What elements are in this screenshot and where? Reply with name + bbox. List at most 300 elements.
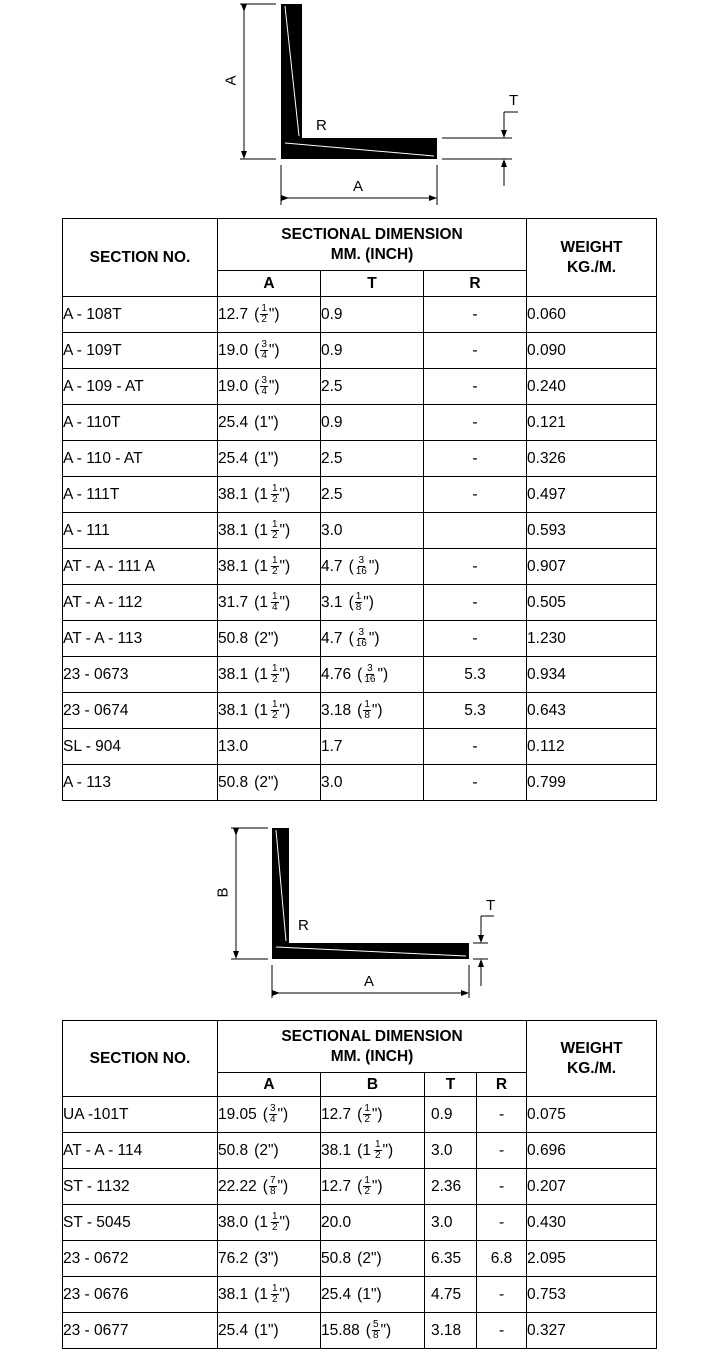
cell-a-inch: (2") <box>254 1141 279 1159</box>
cell-section: 23 - 0672 <box>63 1241 218 1277</box>
table-row <box>63 405 657 441</box>
cell-weight: 0.934 <box>527 657 657 693</box>
cell-b-inch: ( $\frac{1}{2}$ ") <box>357 1175 383 1197</box>
cell-a-inch-numerator: 1 <box>271 1283 278 1294</box>
cell-weight: 2.095 <box>527 1241 657 1277</box>
cell-t-inch-denominator: 16 <box>355 638 367 649</box>
header-dimension-line1-2: SECTIONAL DIMENSION <box>281 1027 463 1045</box>
cell-t-mm: 1.7 <box>321 737 343 755</box>
cell-t-mm: 0.9 <box>321 305 343 323</box>
cell-a-inch-numerator: 1 <box>271 591 278 602</box>
cell-weight: 0.090 <box>527 333 657 369</box>
cell-a <box>218 1313 321 1349</box>
cell-a-inch-fraction <box>260 340 268 361</box>
header-col-t-2: T <box>425 1073 477 1097</box>
cell-weight: 0.112 <box>527 729 657 765</box>
cell-t <box>321 693 424 729</box>
cell-a-mm: 50.8 <box>218 629 249 647</box>
cell-a <box>218 693 321 729</box>
cell-weight: 0.240 <box>527 369 657 405</box>
table-row <box>63 549 657 585</box>
cell-b <box>321 1277 425 1313</box>
table-row <box>63 693 657 729</box>
table-row <box>63 1277 657 1313</box>
cell-a-inch: (1 $\frac{1}{2}$ ") <box>254 519 291 541</box>
cell-weight: 0.060 <box>527 297 657 333</box>
cell-section: 23 - 0676 <box>63 1277 218 1313</box>
cell-b-mm: 12.7 <box>321 1177 352 1195</box>
cell-r: - <box>477 1097 527 1133</box>
cell-a-inch-denominator: 2 <box>271 530 278 541</box>
cell-a-mm: 31.7 <box>218 593 249 611</box>
cell-a-inch-whole: 1 <box>259 557 268 575</box>
cell-r: - <box>477 1169 527 1205</box>
cell-a-inch: ( $\frac{3}{4}$ ") <box>254 339 280 361</box>
cell-a-mm: 38.1 <box>218 1285 249 1303</box>
cell-r: - <box>424 549 527 585</box>
cell-section: 23 - 0674 <box>63 693 218 729</box>
radius-label-2: R <box>298 917 309 934</box>
cell-a-inch: (1 $\frac{1}{2}$ ") <box>254 483 291 505</box>
cell-a-inch-whole: 1 <box>259 1321 268 1339</box>
cell-section: SL - 904 <box>63 729 218 765</box>
cell-weight: 0.799 <box>527 765 657 801</box>
cell-t <box>321 585 424 621</box>
cell-a-inch-numerator: 1 <box>271 1211 278 1222</box>
cell-t-inch-denominator: 16 <box>355 566 367 577</box>
cell-a-inch-numerator: 7 <box>269 1175 276 1186</box>
cell-a-inch-numerator: 3 <box>261 339 267 350</box>
cell-b-mm: 38.1 <box>321 1141 352 1159</box>
cell-b-mm: 12.7 <box>321 1105 352 1123</box>
cell-a-inch: (1") <box>254 449 279 467</box>
cell-a-mm: 38.1 <box>218 485 249 503</box>
cell-t-mm: 3.0 <box>321 773 343 791</box>
cell-r: - <box>424 621 527 657</box>
cell-b-inch: ( $\frac{1}{2}$ ") <box>357 1103 383 1125</box>
table-row <box>63 621 657 657</box>
cell-a-mm: 25.4 <box>218 1321 249 1339</box>
cell-a <box>218 369 321 405</box>
cell-r: - <box>424 729 527 765</box>
cell-a-inch: (3") <box>254 1249 279 1267</box>
cell-section: A - 110T <box>63 405 218 441</box>
cell-b-inch: ( $\frac{5}{8}$ ") <box>365 1319 392 1341</box>
cell-a-inch-denominator: 2 <box>271 1294 278 1305</box>
cell-a-inch-fraction <box>271 1212 279 1233</box>
cell-a <box>218 405 321 441</box>
cell-a-inch: (1 $\frac{1}{2}$ ") <box>254 555 291 577</box>
table-row <box>63 1241 657 1277</box>
cell-a-mm: 76.2 <box>218 1249 249 1267</box>
cell-b-inch-fraction <box>372 1320 380 1341</box>
cell-a-inch-denominator: 4 <box>261 350 267 361</box>
radius-label: R <box>316 117 327 134</box>
cell-b-inch: (1") <box>357 1285 382 1303</box>
table-row <box>63 1097 657 1133</box>
header-section-no-2: SECTION NO. <box>63 1021 218 1097</box>
table-row <box>63 1205 657 1241</box>
cell-a-mm: 19.05 <box>218 1105 257 1123</box>
cell-a-mm: 50.8 <box>218 1141 249 1159</box>
cell-b <box>321 1133 425 1169</box>
cell-b-mm: 25.4 <box>321 1285 352 1303</box>
cell-a-mm: 38.1 <box>218 557 249 575</box>
cell-t-inch: ( $\frac{1}{8}$ ") <box>348 591 374 613</box>
cell-b-inch-numerator: 5 <box>372 1319 379 1330</box>
cell-a-mm: 22.22 <box>218 1177 257 1195</box>
cell-t-inch-numerator: 3 <box>367 663 373 674</box>
cell-section: 23 - 0677 <box>63 1313 218 1349</box>
cell-a-inch-whole: 1 <box>259 593 268 611</box>
cell-section: AT - A - 114 <box>63 1133 218 1169</box>
cell-b-inch-fraction <box>374 1140 382 1161</box>
cell-r: - <box>424 369 527 405</box>
cell-weight: 0.430 <box>527 1205 657 1241</box>
cell-t: 2.36 <box>425 1169 477 1205</box>
header-sectional-dimension <box>218 219 527 271</box>
cell-t-mm: 3.0 <box>321 521 343 539</box>
cell-t-inch-fraction <box>355 628 368 649</box>
dimension-label-a-vertical: A <box>222 75 240 86</box>
cell-t: 3.18 <box>425 1313 477 1349</box>
cell-a-inch-denominator: 2 <box>271 674 278 685</box>
cell-b <box>321 1205 425 1241</box>
cell-a-inch-whole: 1 <box>259 1285 268 1303</box>
unequal-angle-profile-shape <box>272 828 469 959</box>
unequal-angle-table-body <box>63 1097 657 1349</box>
cell-r: - <box>424 441 527 477</box>
cell-a-mm: 38.1 <box>218 701 249 719</box>
cell-a-inch: (1 $\frac{1}{2}$ ") <box>254 1283 291 1305</box>
cell-t-mm: 0.9 <box>321 413 343 431</box>
cell-a-inch-fraction <box>269 1176 277 1197</box>
cell-t-inch-fraction <box>363 700 371 721</box>
cell-a-inch: (1") <box>254 1321 279 1339</box>
cell-r: 6.8 <box>477 1241 527 1277</box>
cell-a-inch-fraction <box>271 592 279 613</box>
header-col-r: R <box>424 271 527 297</box>
cell-b-inch-fraction <box>363 1176 371 1197</box>
cell-weight: 0.505 <box>527 585 657 621</box>
cell-a-inch-fraction <box>260 304 268 325</box>
cell-b-inch-numerator: 1 <box>364 1103 370 1114</box>
cell-a <box>218 657 321 693</box>
cell-b-mm: 20.0 <box>321 1213 352 1231</box>
cell-a-mm: 50.8 <box>218 773 249 791</box>
cell-t-mm: 3.1 <box>321 593 343 611</box>
equal-angle-table-body <box>63 297 657 801</box>
cell-section: AT - A - 112 <box>63 585 218 621</box>
table-row <box>63 765 657 801</box>
cell-t-mm: 2.5 <box>321 449 343 467</box>
cell-section: A - 111T <box>63 477 218 513</box>
cell-a <box>218 441 321 477</box>
cell-t-inch: ( $\frac{1}{8}$ ") <box>357 699 383 721</box>
cell-b <box>321 1313 425 1349</box>
cell-t: 3.0 <box>425 1133 477 1169</box>
header-weight <box>527 219 657 297</box>
header-col-r-2: R <box>477 1073 527 1097</box>
cell-b-mm: 50.8 <box>321 1249 352 1267</box>
cell-b <box>321 1169 425 1205</box>
cell-b-inch-whole: 1 <box>362 1285 371 1303</box>
cell-t-mm: 4.76 <box>321 665 352 683</box>
cell-a-inch-denominator: 4 <box>269 1114 276 1125</box>
cell-weight: 0.327 <box>527 1313 657 1349</box>
cell-a-inch: ( $\frac{3}{4}$ ") <box>254 375 280 397</box>
cell-a <box>218 1169 321 1205</box>
header-weight-line2: KG./M. <box>566 258 617 276</box>
cell-r: - <box>477 1277 527 1313</box>
cell-t-mm: 0.9 <box>321 341 343 359</box>
cell-a <box>218 1277 321 1313</box>
cell-a-inch-numerator: 1 <box>271 663 278 674</box>
cell-a <box>218 1097 321 1133</box>
cell-b-inch-whole: 2 <box>362 1249 371 1267</box>
cell-a-inch-numerator: 1 <box>261 303 267 314</box>
cell-a-inch: (1") <box>254 413 279 431</box>
cell-a-inch-fraction <box>271 520 279 541</box>
cell-b <box>321 1241 425 1277</box>
cell-r: - <box>424 405 527 441</box>
cell-a-inch-fraction <box>271 1284 279 1305</box>
cell-r <box>424 513 527 549</box>
cell-section: AT - A - 111 A <box>63 549 218 585</box>
table-row <box>63 1313 657 1349</box>
table-row <box>63 333 657 369</box>
cell-t-inch-numerator: 3 <box>358 555 365 566</box>
cell-a-inch-fraction <box>271 556 279 577</box>
cell-t <box>321 765 424 801</box>
cell-t-inch-denominator: 8 <box>355 602 362 613</box>
cell-section: A - 110 - AT <box>63 441 218 477</box>
cell-a-inch-whole: 1 <box>259 1213 268 1231</box>
cell-b-inch-denominator: 2 <box>364 1186 370 1197</box>
cell-t-inch: ( $\frac{3}{16}$ ") <box>357 663 389 685</box>
dimension-label-a-horizontal-2: A <box>364 973 375 990</box>
cell-a <box>218 513 321 549</box>
cell-t <box>321 621 424 657</box>
table-row <box>63 441 657 477</box>
cell-t <box>321 549 424 585</box>
unequal-angle-table <box>62 1020 657 1349</box>
cell-a-mm: 12.7 <box>218 305 249 323</box>
cell-a-mm: 19.0 <box>218 341 249 359</box>
cell-a <box>218 549 321 585</box>
cell-a-inch-numerator: 1 <box>271 699 278 710</box>
cell-a-inch-whole: 2 <box>259 773 268 791</box>
table-row <box>63 369 657 405</box>
cell-section: A - 108T <box>63 297 218 333</box>
cell-r: - <box>477 1205 527 1241</box>
cell-a-inch-denominator: 4 <box>261 386 267 397</box>
header-col-a: A <box>218 271 321 297</box>
cell-weight: 0.696 <box>527 1133 657 1169</box>
cell-a <box>218 1241 321 1277</box>
cell-section: A - 113 <box>63 765 218 801</box>
cell-a-inch-denominator: 2 <box>271 494 278 505</box>
cell-a-inch: (1 $\frac{1}{2}$ ") <box>254 663 291 685</box>
header-section-no: SECTION NO. <box>63 219 218 297</box>
cell-t <box>321 441 424 477</box>
cell-b-inch-denominator: 8 <box>372 1330 379 1341</box>
cell-r: - <box>424 333 527 369</box>
cell-a-inch-numerator: 3 <box>261 375 267 386</box>
cell-a-mm: 25.4 <box>218 413 249 431</box>
cell-r: - <box>424 477 527 513</box>
cell-a <box>218 297 321 333</box>
cell-section: A - 109 - AT <box>63 369 218 405</box>
cell-a-inch-whole: 1 <box>259 413 268 431</box>
cell-section: A - 111 <box>63 513 218 549</box>
cell-t <box>321 513 424 549</box>
header-col-b-2: B <box>321 1073 425 1097</box>
cell-a-inch-fraction <box>271 484 279 505</box>
header-dimension-line2: MM. (INCH) <box>330 245 414 263</box>
cell-t <box>321 405 424 441</box>
cell-a-inch: (2") <box>254 773 279 791</box>
cell-section: 23 - 0673 <box>63 657 218 693</box>
table-row <box>63 1133 657 1169</box>
cell-t: 0.9 <box>425 1097 477 1133</box>
cell-t <box>321 297 424 333</box>
cell-a-inch-denominator: 4 <box>271 602 278 613</box>
table-row <box>63 297 657 333</box>
cell-r: 5.3 <box>424 657 527 693</box>
cell-r: - <box>477 1313 527 1349</box>
cell-a-inch: ( $\frac{7}{8}$ ") <box>262 1175 289 1197</box>
dimension-label-a-horizontal: A <box>353 178 364 195</box>
table-row <box>63 513 657 549</box>
cell-r: - <box>424 765 527 801</box>
cell-b-inch-denominator: 2 <box>374 1150 381 1161</box>
cell-t-inch-numerator: 1 <box>364 699 370 710</box>
cell-a-inch-whole: 3 <box>259 1249 268 1267</box>
cell-a-inch-whole: 1 <box>259 449 268 467</box>
cell-a-inch-denominator: 2 <box>271 1222 278 1233</box>
cell-t <box>321 333 424 369</box>
cell-weight: 1.230 <box>527 621 657 657</box>
cell-t: 4.75 <box>425 1277 477 1313</box>
cell-t-mm: 3.18 <box>321 701 352 719</box>
cell-a-inch-whole: 1 <box>259 665 268 683</box>
cell-a-inch-whole: 2 <box>259 1141 268 1159</box>
table-row <box>63 729 657 765</box>
cell-a-inch-denominator: 2 <box>261 314 267 325</box>
cell-weight: 0.753 <box>527 1277 657 1313</box>
cell-t-inch-fraction <box>363 664 376 685</box>
cell-section: ST - 5045 <box>63 1205 218 1241</box>
header-col-t: T <box>321 271 424 297</box>
cell-weight: 0.075 <box>527 1097 657 1133</box>
cell-a-inch: (1 $\frac{1}{4}$ ") <box>254 591 291 613</box>
cell-a <box>218 585 321 621</box>
table-row <box>63 477 657 513</box>
equal-angle-table <box>62 218 657 801</box>
cell-r: - <box>424 297 527 333</box>
cell-a-mm: 25.4 <box>218 449 249 467</box>
cell-a-inch-denominator: 8 <box>269 1186 276 1197</box>
header-weight-line1: WEIGHT <box>560 238 623 256</box>
cell-b-inch-whole: 1 <box>362 1141 371 1159</box>
cell-a <box>218 765 321 801</box>
cell-a-inch-whole: 1 <box>259 701 268 719</box>
cell-a-mm: 38.0 <box>218 1213 249 1231</box>
cell-a-inch-denominator: 2 <box>271 710 278 721</box>
cell-a-inch: (2") <box>254 629 279 647</box>
cell-t-inch-fraction <box>355 592 363 613</box>
cell-a <box>218 621 321 657</box>
cell-t-inch-numerator: 3 <box>358 627 365 638</box>
cell-t-mm: 4.7 <box>321 557 343 575</box>
cell-a-inch-numerator: 1 <box>271 555 278 566</box>
cell-section: ST - 1132 <box>63 1169 218 1205</box>
cell-b-inch: (1 $\frac{1}{2}$ ") <box>357 1139 394 1161</box>
thickness-label: T <box>509 92 519 109</box>
cell-weight: 0.497 <box>527 477 657 513</box>
cell-b-inch-numerator: 1 <box>374 1139 381 1150</box>
angle-profile-shape <box>281 4 437 159</box>
table-row <box>63 1169 657 1205</box>
cell-t <box>321 729 424 765</box>
cell-r: - <box>477 1133 527 1169</box>
cell-t-inch-denominator: 16 <box>364 674 376 685</box>
cell-a-inch-numerator: 1 <box>271 519 278 530</box>
cell-a <box>218 1205 321 1241</box>
cell-a <box>218 477 321 513</box>
cell-b-inch-fraction <box>363 1104 371 1125</box>
cell-a-inch-whole: 1 <box>259 521 268 539</box>
cell-b-inch-denominator: 2 <box>364 1114 370 1125</box>
header-weight-line1-2: WEIGHT <box>560 1039 623 1057</box>
cell-a-inch: (1 $\frac{1}{2}$ ") <box>254 699 291 721</box>
cell-a-mm: 13.0 <box>218 737 249 755</box>
cell-a-mm: 19.0 <box>218 377 249 395</box>
header-weight-line2-2: KG./M. <box>567 1059 617 1077</box>
cell-weight: 0.907 <box>527 549 657 585</box>
cell-weight: 0.643 <box>527 693 657 729</box>
cell-t-inch: ( $\frac{3}{16}$ ") <box>348 555 380 577</box>
cell-a <box>218 333 321 369</box>
table-row <box>63 585 657 621</box>
cell-weight: 0.593 <box>527 513 657 549</box>
cell-a-inch-fraction <box>271 664 279 685</box>
cell-t <box>321 657 424 693</box>
dimension-label-b-vertical: B <box>214 887 232 898</box>
cell-weight: 0.326 <box>527 441 657 477</box>
cell-a <box>218 729 321 765</box>
cell-a-inch-fraction <box>271 700 279 721</box>
cell-section: AT - A - 113 <box>63 621 218 657</box>
header-dimension-line2-2: MM. (INCH) <box>330 1047 414 1065</box>
cell-a <box>218 1133 321 1169</box>
cell-t-mm: 2.5 <box>321 377 343 395</box>
cell-a-inch-fraction <box>269 1104 277 1125</box>
cell-a-inch-denominator: 2 <box>271 566 278 577</box>
cell-a-inch-fraction <box>260 376 268 397</box>
cell-t: 3.0 <box>425 1205 477 1241</box>
cell-t <box>321 369 424 405</box>
cell-a-inch-whole: 2 <box>259 629 268 647</box>
cell-t-mm: 2.5 <box>321 485 343 503</box>
cell-a-inch: ( $\frac{3}{4}$ ") <box>262 1103 289 1125</box>
cell-t <box>321 477 424 513</box>
cell-a-inch: (1 $\frac{1}{2}$ ") <box>254 1211 291 1233</box>
cell-section: A - 109T <box>63 333 218 369</box>
header-weight-2 <box>527 1021 657 1097</box>
cell-t: 6.35 <box>425 1241 477 1277</box>
